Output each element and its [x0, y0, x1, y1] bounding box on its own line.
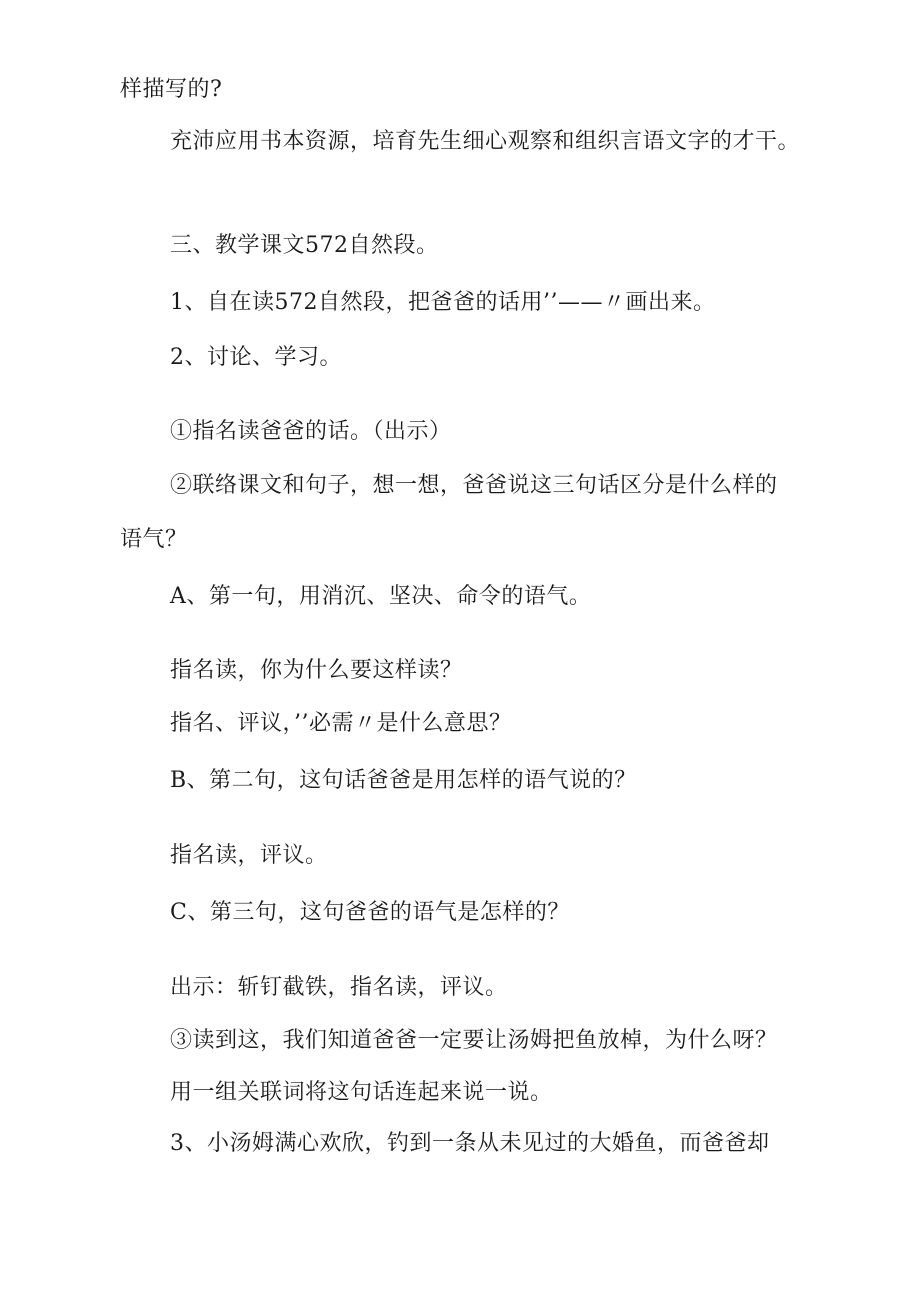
item-a-detail-1: 指名读，你为什么要这样读？ [170, 658, 463, 683]
item-b: B、第二句，这句话爸爸是用怎样的语气说的？ [170, 768, 637, 793]
step-3: 3、小汤姆满心欢欣，钓到一条从未见过的大婚鱼，而爸爸却 [170, 1131, 770, 1156]
substep-1: ①指名读爸爸的话。（出示） [170, 419, 452, 444]
item-c: C、第三句，这句爸爸的语气是怎样的？ [170, 900, 570, 925]
substep-3: ③读到这，我们知道爸爸一定要让汤姆把鱼放棹，为什么呀？ [170, 1028, 778, 1053]
substep-2-continued: 语气？ [120, 527, 188, 552]
text-line-goal: 充沛应用书本资源，培育先生细心观察和组织言语文字的才干。 [170, 129, 801, 154]
substep-2: ②联络课文和句子，想一想，爸爸说这三句话区分是什么样的 [170, 473, 778, 498]
item-a-detail-2: 指名、评议，’’必需〃是什么意思？ [170, 711, 512, 736]
step-1: 1、自在读572自然段，把爸爸的话用’’——〃画出来。 [170, 290, 716, 315]
text-line-continuation: 样描写的? [120, 77, 223, 102]
item-b-detail: 指名读，评议。 [170, 843, 328, 868]
step-2: 2、讨论、学习。 [170, 345, 342, 370]
substep-3-detail: 用一组关联词将这句话连起来说一说。 [170, 1080, 553, 1105]
item-c-detail: 出示：斩钉截铁，指名读，评议。 [170, 975, 508, 1000]
item-a: A、第一句，用消沉、坚决、命令的语气。 [170, 584, 592, 609]
section-heading: 三、教学课文572自然段。 [170, 233, 439, 258]
